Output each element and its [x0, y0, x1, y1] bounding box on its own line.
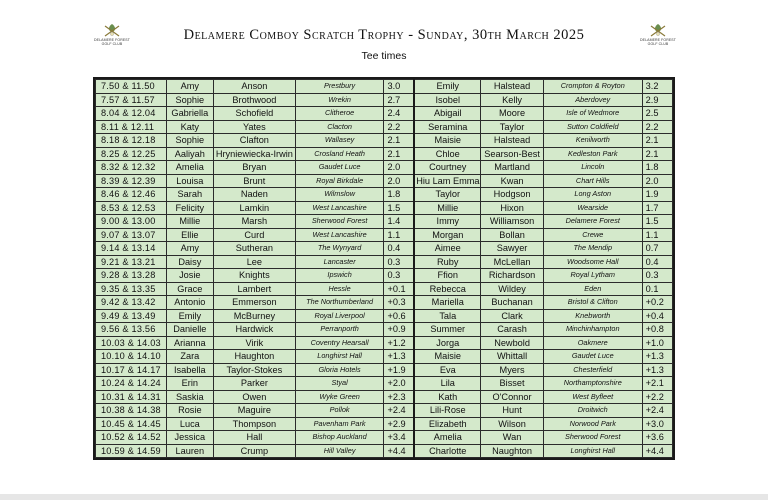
player2-first-name: Abigail	[414, 107, 481, 121]
player1-handicap: +3.4	[384, 431, 414, 445]
player1-first-name: Louisa	[166, 174, 213, 188]
player1-last-name: Schofield	[214, 107, 296, 121]
player2-last-name: Wan	[481, 431, 544, 445]
player2-handicap: 2.9	[642, 93, 672, 107]
table-row	[96, 336, 673, 350]
player1-club: Sherwood Forest	[295, 215, 384, 229]
player2-club: Aberdovey	[543, 93, 642, 107]
player1-club: Wyke Green	[295, 390, 384, 404]
player1-first-name: Lauren	[166, 444, 213, 458]
tee-times-table	[93, 77, 675, 460]
table-row	[96, 296, 673, 310]
player2-last-name: Whittall	[481, 350, 544, 364]
player2-club: Eden	[543, 282, 642, 296]
player1-club: Gaudet Luce	[295, 161, 384, 175]
player2-club: Kedleston Park	[543, 147, 642, 161]
player1-handicap: +1.9	[384, 363, 414, 377]
player1-last-name: Lee	[214, 255, 296, 269]
player1-last-name: Hardwick	[214, 323, 296, 337]
player2-club: Long Aston	[543, 188, 642, 202]
player1-handicap: 1.5	[384, 201, 414, 215]
player2-handicap: +1.3	[642, 363, 672, 377]
tee-time-cell: 9.14 & 13.14	[96, 242, 167, 256]
player2-club: Wearside	[543, 201, 642, 215]
player1-club: Pavenham Park	[295, 417, 384, 431]
player2-last-name: Halstead	[481, 134, 544, 148]
tee-time-cell: 9.00 & 13.00	[96, 215, 167, 229]
player2-handicap: 0.7	[642, 242, 672, 256]
player2-first-name: Lila	[414, 377, 481, 391]
tee-time-cell: 10.17 & 14.17	[96, 363, 167, 377]
player2-last-name: Carash	[481, 323, 544, 337]
player2-handicap: 0.3	[642, 269, 672, 283]
player1-handicap: 1.1	[384, 228, 414, 242]
player2-handicap: +0.4	[642, 309, 672, 323]
player1-handicap: 2.7	[384, 93, 414, 107]
player2-first-name: Maisie	[414, 134, 481, 148]
table-row	[96, 377, 673, 391]
player2-last-name: Naughton	[481, 444, 544, 458]
player1-club: West Lancashire	[295, 201, 384, 215]
tee-time-cell: 10.10 & 14.10	[96, 350, 167, 364]
player1-club: Hill Valley	[295, 444, 384, 458]
player1-first-name: Zara	[166, 350, 213, 364]
table-row	[96, 404, 673, 418]
player2-club: Sutton Coldfield	[543, 120, 642, 134]
player1-last-name: Brunt	[214, 174, 296, 188]
player2-club: Kenilworth	[543, 134, 642, 148]
bottom-scroll-edge	[0, 494, 768, 500]
player1-club: Wallasey	[295, 134, 384, 148]
player1-last-name: Hryniewiecka-Irwin	[214, 147, 296, 161]
player2-club: Longhirst Hall	[543, 444, 642, 458]
player2-handicap: 3.2	[642, 80, 672, 94]
player1-last-name: Bryan	[214, 161, 296, 175]
player1-last-name: Brothwood	[214, 93, 296, 107]
player2-club: Chart Hills	[543, 174, 642, 188]
player1-first-name: Daisy	[166, 255, 213, 269]
table-row	[96, 390, 673, 404]
player1-first-name: Sophie	[166, 134, 213, 148]
player2-first-name: Amelia	[414, 431, 481, 445]
player2-first-name: Ruby	[414, 255, 481, 269]
player2-last-name: Searson-Best	[481, 147, 544, 161]
player1-last-name: Virik	[214, 336, 296, 350]
player2-last-name: Kwan	[481, 174, 544, 188]
player1-last-name: Lamkin	[214, 201, 296, 215]
player2-first-name: Elizabeth	[414, 417, 481, 431]
player2-first-name: Mariella	[414, 296, 481, 310]
tee-time-cell: 10.38 & 14.38	[96, 404, 167, 418]
player2-first-name: Eva	[414, 363, 481, 377]
table-row	[96, 309, 673, 323]
player2-handicap: +4.4	[642, 444, 672, 458]
player2-handicap: 2.1	[642, 147, 672, 161]
tee-time-cell: 9.07 & 13.07	[96, 228, 167, 242]
player1-first-name: Amy	[166, 242, 213, 256]
player1-handicap: +0.6	[384, 309, 414, 323]
player1-handicap: 3.0	[384, 80, 414, 94]
player1-first-name: Amelia	[166, 161, 213, 175]
player1-handicap: +0.9	[384, 323, 414, 337]
table-row	[96, 188, 673, 202]
table-row	[96, 363, 673, 377]
player2-handicap: 2.1	[642, 134, 672, 148]
player1-handicap: 1.4	[384, 215, 414, 229]
player1-last-name: Naden	[214, 188, 296, 202]
player2-last-name: Wilson	[481, 417, 544, 431]
player2-first-name: Morgan	[414, 228, 481, 242]
player2-last-name: Taylor	[481, 120, 544, 134]
player1-club: Crosland Heath	[295, 147, 384, 161]
player1-club: Ipswich	[295, 269, 384, 283]
player2-last-name: Hixon	[481, 201, 544, 215]
player1-last-name: Lambert	[214, 282, 296, 296]
player1-handicap: +1.3	[384, 350, 414, 364]
tee-time-cell: 9.49 & 13.49	[96, 309, 167, 323]
player1-handicap: +0.1	[384, 282, 414, 296]
player1-first-name: Katy	[166, 120, 213, 134]
tee-time-cell: 9.42 & 13.42	[96, 296, 167, 310]
player2-club: Royal Lytham	[543, 269, 642, 283]
player2-club: Crompton & Royton	[543, 80, 642, 94]
tee-time-cell: 8.39 & 12.39	[96, 174, 167, 188]
player1-first-name: Felicity	[166, 201, 213, 215]
player2-club: Isle of Wedmore	[543, 107, 642, 121]
table-row	[96, 323, 673, 337]
table-row	[96, 242, 673, 256]
table-row	[96, 147, 673, 161]
player2-club: Lincoln	[543, 161, 642, 175]
tee-time-cell: 9.56 & 13.56	[96, 323, 167, 337]
player2-last-name: Hodgson	[481, 188, 544, 202]
player2-club: Crewe	[543, 228, 642, 242]
player2-handicap: +2.2	[642, 390, 672, 404]
player2-handicap: 1.5	[642, 215, 672, 229]
player1-first-name: Jessica	[166, 431, 213, 445]
player1-club: Royal Liverpool	[295, 309, 384, 323]
tee-time-cell: 7.57 & 11.57	[96, 93, 167, 107]
player1-last-name: Hall	[214, 431, 296, 445]
tee-times-body	[96, 80, 673, 458]
player1-handicap: 0.3	[384, 269, 414, 283]
player1-last-name: Clafton	[214, 134, 296, 148]
player2-handicap: +2.1	[642, 377, 672, 391]
tee-time-cell: 8.32 & 12.32	[96, 161, 167, 175]
player2-handicap: +0.8	[642, 323, 672, 337]
player1-last-name: Anson	[214, 80, 296, 94]
player1-last-name: Haughton	[214, 350, 296, 364]
table-row	[96, 417, 673, 431]
player1-first-name: Danielle	[166, 323, 213, 337]
table-row	[96, 201, 673, 215]
player1-handicap: 2.2	[384, 120, 414, 134]
player2-first-name: Aimee	[414, 242, 481, 256]
player1-club: Royal Birkdale	[295, 174, 384, 188]
player1-first-name: Antonio	[166, 296, 213, 310]
player1-club: Clacton	[295, 120, 384, 134]
player2-handicap: 2.2	[642, 120, 672, 134]
player1-club: The Wynyard	[295, 242, 384, 256]
player2-handicap: +1.3	[642, 350, 672, 364]
player1-club: Prestbury	[295, 80, 384, 94]
player2-first-name: Taylor	[414, 188, 481, 202]
table-row	[96, 161, 673, 175]
player1-first-name: Luca	[166, 417, 213, 431]
table-row	[96, 350, 673, 364]
table-row	[96, 282, 673, 296]
player1-handicap: 2.0	[384, 161, 414, 175]
player2-handicap: +3.6	[642, 431, 672, 445]
player1-handicap: +4.4	[384, 444, 414, 458]
table-row	[96, 80, 673, 94]
player2-first-name: Courtney	[414, 161, 481, 175]
player2-first-name: Emily	[414, 80, 481, 94]
player2-first-name: Isobel	[414, 93, 481, 107]
tee-time-cell: 8.46 & 12.46	[96, 188, 167, 202]
player2-club: Oakmere	[543, 336, 642, 350]
tee-time-cell: 8.11 & 12.11	[96, 120, 167, 134]
tee-time-cell: 10.45 & 14.45	[96, 417, 167, 431]
player2-handicap: +2.4	[642, 404, 672, 418]
player2-first-name: Summer	[414, 323, 481, 337]
tee-time-cell: 9.35 & 13.35	[96, 282, 167, 296]
table-row	[96, 174, 673, 188]
player1-first-name: Erin	[166, 377, 213, 391]
tee-time-cell: 8.25 & 12.25	[96, 147, 167, 161]
player2-last-name: Sawyer	[481, 242, 544, 256]
player1-first-name: Emily	[166, 309, 213, 323]
player2-first-name: Lili-Rose	[414, 404, 481, 418]
player2-handicap: 2.5	[642, 107, 672, 121]
player1-last-name: Owen	[214, 390, 296, 404]
tee-time-cell: 10.31 & 14.31	[96, 390, 167, 404]
player1-last-name: Curd	[214, 228, 296, 242]
player2-handicap: +0.2	[642, 296, 672, 310]
player1-club: Perranporth	[295, 323, 384, 337]
player1-first-name: Amy	[166, 80, 213, 94]
player1-first-name: Grace	[166, 282, 213, 296]
player2-handicap: 1.7	[642, 201, 672, 215]
player2-club: Woodsome Hall	[543, 255, 642, 269]
tee-time-cell: 10.59 & 14.59	[96, 444, 167, 458]
player2-first-name: Immy	[414, 215, 481, 229]
player1-club: Styal	[295, 377, 384, 391]
table-row	[96, 107, 673, 121]
player2-first-name: Tala	[414, 309, 481, 323]
player1-last-name: Yates	[214, 120, 296, 134]
tee-time-cell: 10.24 & 14.24	[96, 377, 167, 391]
player2-handicap: 2.0	[642, 174, 672, 188]
player1-club: West Lancashire	[295, 228, 384, 242]
player2-last-name: Richardson	[481, 269, 544, 283]
player1-last-name: Sutheran	[214, 242, 296, 256]
player2-last-name: Clark	[481, 309, 544, 323]
player2-handicap: +3.0	[642, 417, 672, 431]
tee-time-cell: 9.21 & 13.21	[96, 255, 167, 269]
player1-first-name: Sarah	[166, 188, 213, 202]
table-row	[96, 93, 673, 107]
player1-handicap: +1.2	[384, 336, 414, 350]
player1-last-name: Knights	[214, 269, 296, 283]
player2-first-name: Millie	[414, 201, 481, 215]
tee-time-cell: 10.52 & 14.52	[96, 431, 167, 445]
page-subtitle: Tee times	[361, 50, 407, 62]
player1-first-name: Sophie	[166, 93, 213, 107]
player2-last-name: Halstead	[481, 80, 544, 94]
logo-text: DELAMERE FOREST GOLF CLUB	[94, 38, 130, 46]
table-row	[96, 255, 673, 269]
player1-last-name: Emmerson	[214, 296, 296, 310]
player1-club: Wrekin	[295, 93, 384, 107]
player2-club: Sherwood Forest	[543, 431, 642, 445]
player2-last-name: Wildey	[481, 282, 544, 296]
tee-time-cell: 8.04 & 12.04	[96, 107, 167, 121]
player1-club: Gloria Hotels	[295, 363, 384, 377]
player1-club: Lancaster	[295, 255, 384, 269]
player2-first-name: Charlotte	[414, 444, 481, 458]
player2-last-name: McLellan	[481, 255, 544, 269]
player2-handicap: 1.8	[642, 161, 672, 175]
player2-last-name: Kelly	[481, 93, 544, 107]
tee-time-cell: 9.28 & 13.28	[96, 269, 167, 283]
player2-first-name: Chloe	[414, 147, 481, 161]
player1-handicap: 0.4	[384, 242, 414, 256]
player1-first-name: Saskia	[166, 390, 213, 404]
player1-handicap: +2.3	[384, 390, 414, 404]
tee-time-cell: 8.18 & 12.18	[96, 134, 167, 148]
player2-club: Gaudet Luce	[543, 350, 642, 364]
table-row	[96, 228, 673, 242]
player1-first-name: Gabriella	[166, 107, 213, 121]
player1-handicap: +2.9	[384, 417, 414, 431]
table-row	[96, 444, 673, 458]
player2-last-name: Newbold	[481, 336, 544, 350]
player1-last-name: Maguire	[214, 404, 296, 418]
player2-handicap: 0.1	[642, 282, 672, 296]
player2-first-name: Kath	[414, 390, 481, 404]
player2-club: Minchinhampton	[543, 323, 642, 337]
table-row	[96, 120, 673, 134]
player1-handicap: 2.0	[384, 174, 414, 188]
player2-club: Bristol & Clifton	[543, 296, 642, 310]
player2-last-name: Moore	[481, 107, 544, 121]
player1-club: Wilmslow	[295, 188, 384, 202]
player2-first-name: Rebecca	[414, 282, 481, 296]
player1-first-name: Aaliyah	[166, 147, 213, 161]
player2-first-name: Hiu Lam Emma	[416, 175, 480, 186]
table-row	[96, 134, 673, 148]
player2-last-name: Bollan	[481, 228, 544, 242]
player2-first-name: Seramina	[414, 120, 481, 134]
player2-last-name: Bisset	[481, 377, 544, 391]
player1-first-name: Arianna	[166, 336, 213, 350]
player2-club: The Mendip	[543, 242, 642, 256]
player1-handicap: +0.3	[384, 296, 414, 310]
player1-club: Longhirst Hall	[295, 350, 384, 364]
logo-text: DELAMERE FOREST GOLF CLUB	[640, 38, 676, 46]
player2-club: Knebworth	[543, 309, 642, 323]
player1-last-name: Thompson	[214, 417, 296, 431]
player1-club: Bishop Auckland	[295, 431, 384, 445]
player1-handicap: 0.3	[384, 255, 414, 269]
player1-first-name: Rosie	[166, 404, 213, 418]
player1-last-name: McBurney	[214, 309, 296, 323]
player2-handicap: +1.0	[642, 336, 672, 350]
player1-club: Coventry Hearsall	[295, 336, 384, 350]
player2-club: Delamere Forest	[543, 215, 642, 229]
player1-first-name: Ellie	[166, 228, 213, 242]
table-row	[96, 269, 673, 283]
player2-first-name: Maisie	[414, 350, 481, 364]
player2-last-name: Buchanan	[481, 296, 544, 310]
player1-club: The Northumberland	[295, 296, 384, 310]
player2-first-name: Ffion	[414, 269, 481, 283]
table-row	[96, 215, 673, 229]
player2-handicap: 1.9	[642, 188, 672, 202]
player2-handicap: 1.1	[642, 228, 672, 242]
player1-handicap: +2.4	[384, 404, 414, 418]
tee-time-cell: 10.03 & 14.03	[96, 336, 167, 350]
table-row	[96, 431, 673, 445]
player2-club: Droitwich	[543, 404, 642, 418]
player1-handicap: 1.8	[384, 188, 414, 202]
page-title: Delamere Comboy Scratch Trophy - Sunday, 30th March 2025	[183, 27, 585, 43]
tee-time-cell: 8.53 & 12.53	[96, 201, 167, 215]
player2-club: Northamptonshire	[543, 377, 642, 391]
player1-last-name: Crump	[214, 444, 296, 458]
player1-handicap: 2.4	[384, 107, 414, 121]
player2-club: Chesterfield	[543, 363, 642, 377]
player1-club: Hessle	[295, 282, 384, 296]
player2-last-name: Martland	[481, 161, 544, 175]
player1-club: Clitheroe	[295, 107, 384, 121]
player1-first-name: Isabella	[166, 363, 213, 377]
player1-handicap: 2.1	[384, 147, 414, 161]
player2-last-name: Myers	[481, 363, 544, 377]
player1-last-name: Parker	[214, 377, 296, 391]
player2-last-name: Hunt	[481, 404, 544, 418]
player2-club: Norwood Park	[543, 417, 642, 431]
player2-last-name: Williamson	[481, 215, 544, 229]
player2-handicap: 0.4	[642, 255, 672, 269]
player1-first-name: Millie	[166, 215, 213, 229]
player1-club: Pollok	[295, 404, 384, 418]
player1-handicap: 2.1	[384, 134, 414, 148]
tee-time-cell: 7.50 & 11.50	[96, 80, 167, 94]
player2-last-name: O'Connor	[481, 390, 544, 404]
player1-first-name: Josie	[166, 269, 213, 283]
player1-last-name: Marsh	[214, 215, 296, 229]
player2-club: West Byfleet	[543, 390, 642, 404]
player2-first-name: Jorga	[414, 336, 481, 350]
player1-handicap: +2.0	[384, 377, 414, 391]
player1-last-name: Taylor-Stokes	[214, 363, 296, 377]
